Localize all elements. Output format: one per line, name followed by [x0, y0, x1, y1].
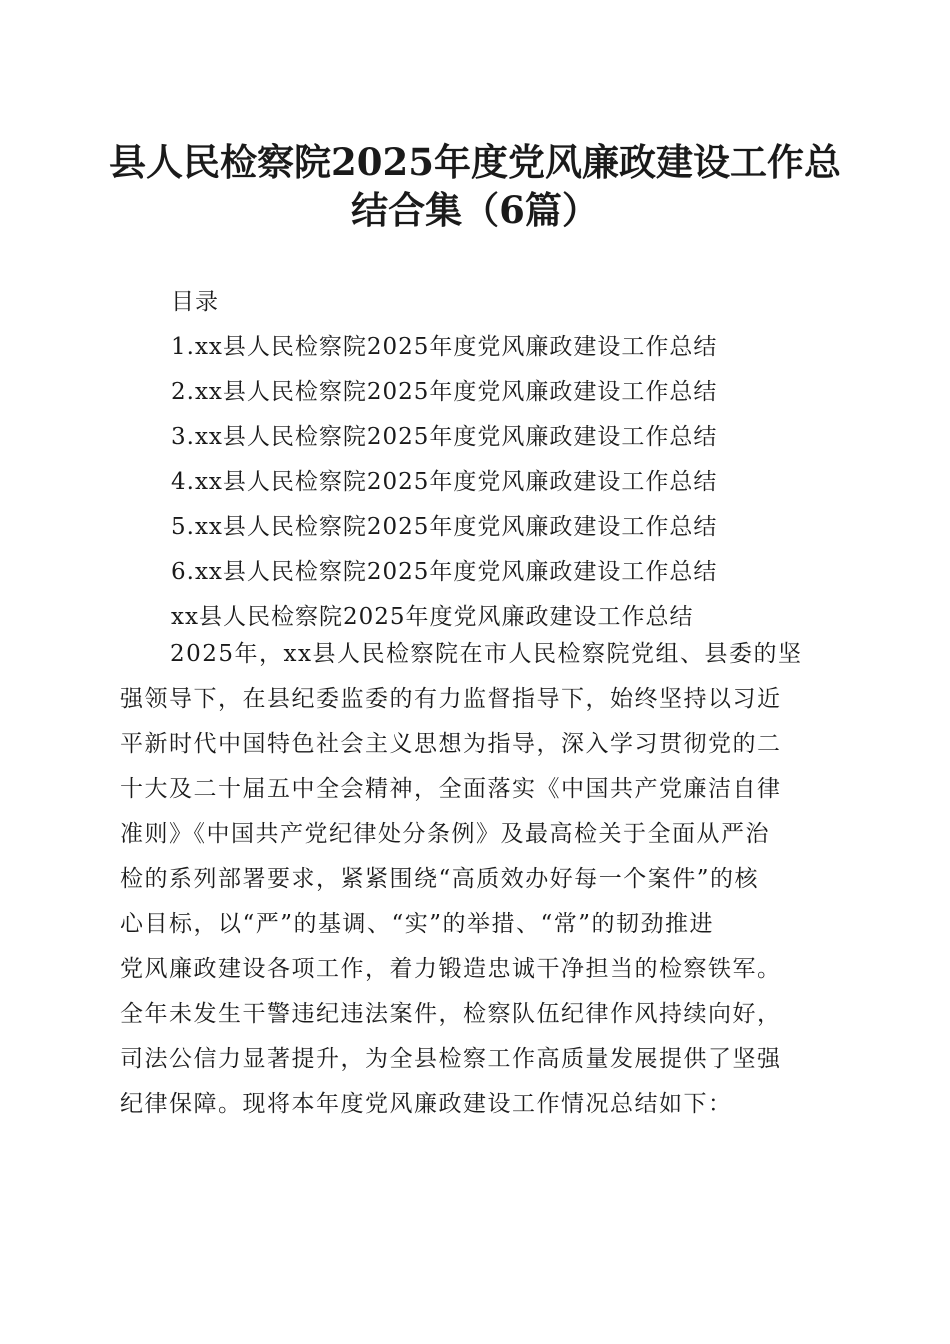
- paragraph-line: 检的系列部署要求，紧紧围绕“高质效办好每一个案件”的核: [120, 866, 760, 892]
- section-title: xx县人民检察院2025年度党风廉政建设工作总结: [171, 604, 694, 630]
- paragraph-line: 心目标，以“严”的基调、“实”的举措、“常”的韧劲推进: [120, 911, 715, 937]
- paragraph-line: 2025年，xx县人民检察院在市人民检察院党组、县委的坚: [170, 641, 803, 667]
- paragraph-line: 强领导下，在县纪委监委的有力监督指导下，始终坚持以习近: [120, 686, 782, 712]
- toc-item-4: 4.xx县人民检察院2025年度党风廉政建设工作总结: [171, 469, 718, 495]
- paragraph-line: 党风廉政建设各项工作，着力锻造忠诚干净担当的检察铁军。: [120, 956, 782, 982]
- paragraph-line: 全年未发生干警违纪违法案件，检察队伍纪律作风持续向好，: [120, 1001, 782, 1027]
- paragraph-line: 十大及二十届五中全会精神，全面落实《中国共产党廉洁自律: [120, 776, 782, 802]
- toc-item-3: 3.xx县人民检察院2025年度党风廉政建设工作总结: [171, 424, 718, 450]
- paragraph-line: 纪律保障。现将本年度党风廉政建设工作情况总结如下：: [120, 1091, 733, 1117]
- paragraph-line: 司法公信力显著提升，为全县检察工作高质量发展提供了坚强: [120, 1046, 782, 1072]
- toc-item-1: 1.xx县人民检察院2025年度党风廉政建设工作总结: [171, 334, 718, 360]
- table-of-contents: [171, 280, 851, 640]
- paragraph-line: 准则》《中国共产党纪律处分条例》及最高检关于全面从严治: [120, 821, 770, 847]
- intro-paragraph: [120, 632, 824, 1127]
- document-title: [100, 138, 850, 234]
- document-title-line-2: 结合集（6篇）: [351, 188, 599, 232]
- toc-item-6: 6.xx县人民检察院2025年度党风廉政建设工作总结: [171, 559, 718, 585]
- toc-item-5: 5.xx县人民检察院2025年度党风廉政建设工作总结: [171, 514, 718, 540]
- document-title-line-1: 县人民检察院2025年度党风廉政建设工作总: [109, 140, 841, 184]
- body-text: [120, 632, 824, 1127]
- toc-heading: 目录: [171, 289, 219, 315]
- paragraph-line: 平新时代中国特色社会主义思想为指导，深入学习贯彻党的二: [120, 731, 782, 757]
- toc-item-2: 2.xx县人民检察院2025年度党风廉政建设工作总结: [171, 379, 718, 405]
